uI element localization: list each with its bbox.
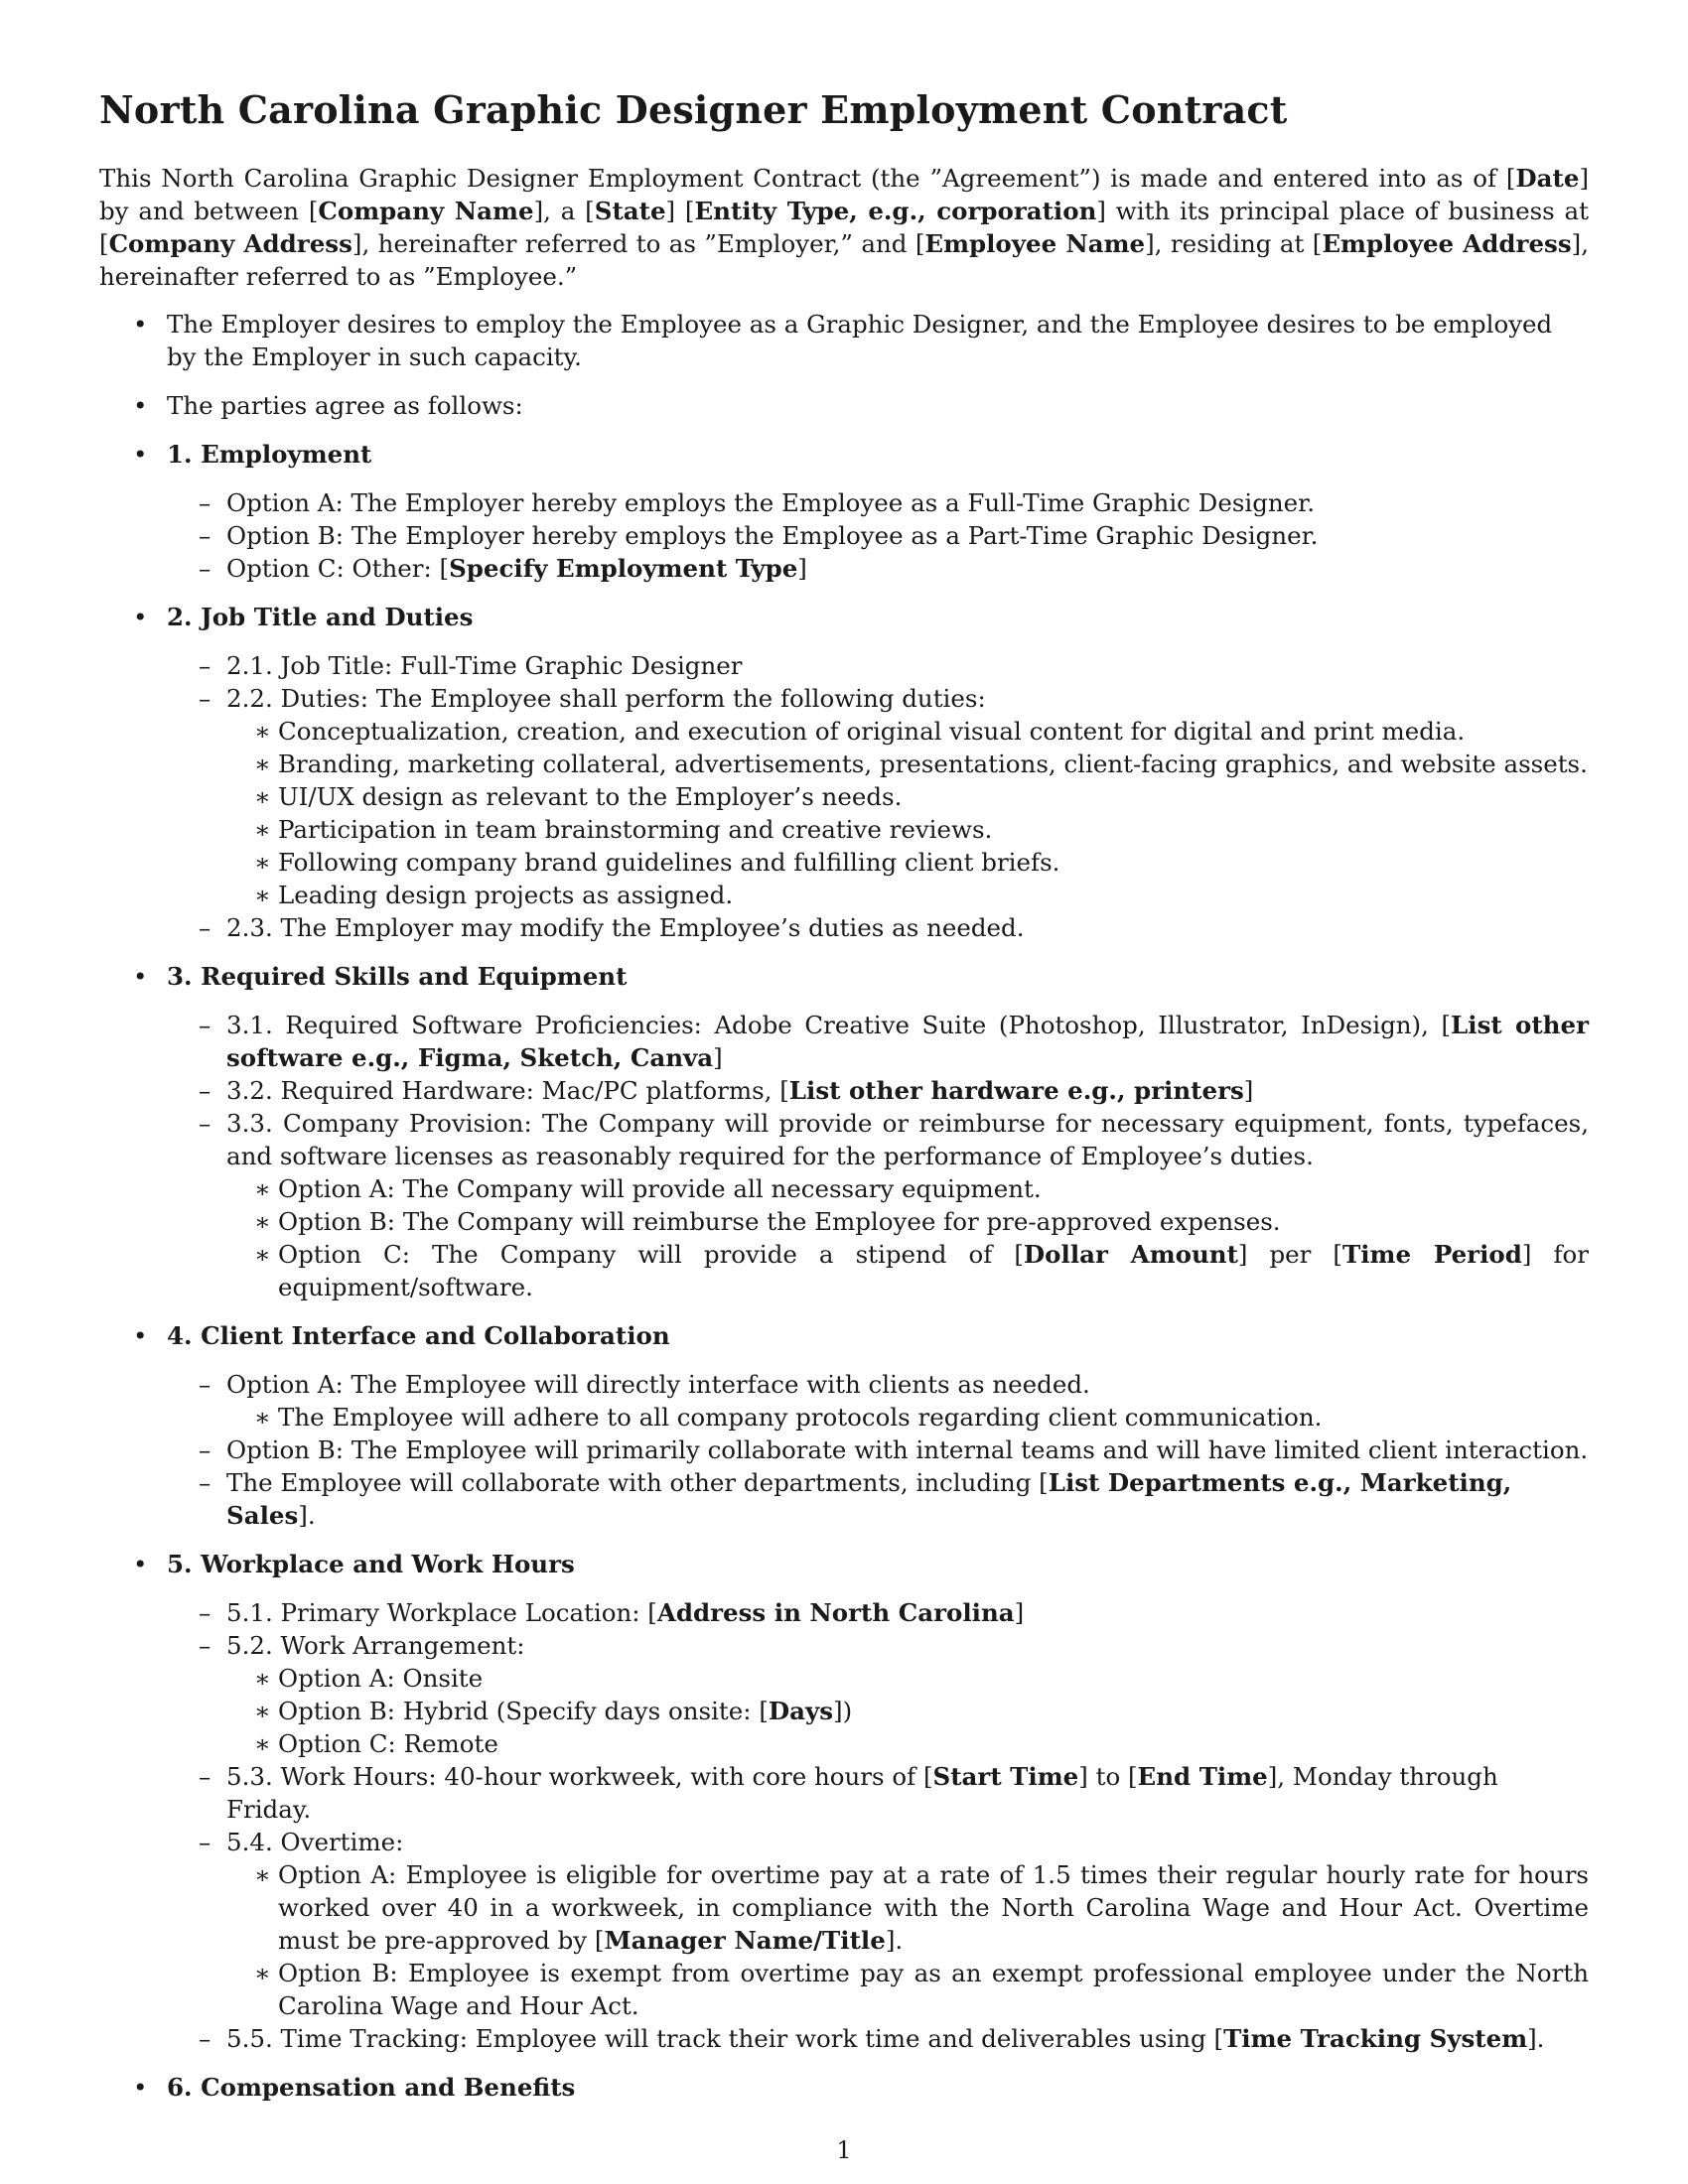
section-compensation [99, 2071, 1589, 2104]
arrangement-options [226, 1662, 1589, 1760]
protocol-item: ∗ The Employee will adhere to all company protocols regarding client communication. [226, 1401, 1589, 1433]
duty-item: ∗ UI/UX design as relevant to the Employer’s needs. [226, 780, 1589, 813]
clause-text: ] [1243, 1076, 1254, 1105]
skills-clauses [167, 1009, 1589, 1303]
company-name-placeholder: Company Name [318, 197, 534, 225]
clause-text: 3.1. Required Software Proficiencies: Adobe Creative Suite (Photoshop, Illustrator, InDesign), [ [226, 1011, 1452, 1039]
end-time-placeholder: End Time [1137, 1762, 1268, 1791]
clause-text: ]. [1527, 2024, 1545, 2053]
intro-paragraph [99, 162, 1589, 293]
section-title: 1. Employment [167, 440, 372, 469]
duty-item: ∗ Leading design projects as assigned. [226, 879, 1589, 911]
provision-option-c [226, 1238, 1589, 1303]
job-title-clause: – 2.1. Job Title: Full-Time Graphic Designer [167, 649, 1589, 682]
provision-options [226, 1172, 1589, 1303]
clause-text: ]. [298, 1501, 316, 1530]
time-tracking-placeholder: Time Tracking System [1223, 2024, 1528, 2053]
duties-list [226, 715, 1589, 911]
intro-text: This North Carolina Graphic Designer Employment Contract (the ”Agreement”) is made and entered into as of [ [99, 164, 1516, 193]
clause-text: 5.2. Work Arrangement: [226, 1631, 525, 1660]
clause-text: ], Monday through Friday. [226, 1762, 1498, 1824]
section-skills-equipment [99, 960, 1589, 1303]
option-text: Option B: Hybrid (Specify days onsite: [ [278, 1697, 769, 1725]
intro-text: ], hereinafter referred to as ”Employer,” and [ [352, 229, 925, 258]
software-placeholder: List other software e.g., Figma, Sketch, Canva [226, 1011, 1589, 1072]
clause-text: ] [1014, 1598, 1025, 1627]
duty-item: ∗ Branding, marketing collateral, advertisements, presentations, client-facing graphics, and website assets. [226, 748, 1589, 780]
option-text: ]. [885, 1926, 904, 1955]
manager-placeholder: Manager Name/Title [604, 1926, 886, 1955]
client-option-a-sub [226, 1401, 1589, 1433]
workplace-clauses [167, 1596, 1589, 2055]
provision-clause [167, 1107, 1589, 1303]
section-list [99, 308, 1589, 2104]
provision-option-b: ∗ Option B: The Company will reimburse the Employee for pre-approved expenses. [226, 1205, 1589, 1238]
duty-item: ∗ Conceptualization, creation, and execution of original visual content for digital and print media. [226, 715, 1589, 748]
departments-clause [167, 1466, 1589, 1532]
section-employment [99, 438, 1589, 585]
page-number: 1 [836, 2136, 852, 2164]
section-title: 4. Client Interface and Collaboration [167, 1321, 670, 1350]
option-text: ] for equipment/software. [278, 1240, 1589, 1301]
section-workplace-hours [99, 1548, 1589, 2055]
entity-type-placeholder: Entity Type, e.g., corporation [694, 197, 1097, 225]
employee-address-placeholder: Employee Address [1322, 229, 1572, 258]
option-text: Option C: The Company will provide a stipend of [ [278, 1240, 1024, 1269]
duties-clause [167, 682, 1589, 911]
arrangement-onsite: ∗ Option A: Onsite [226, 1662, 1589, 1695]
intro-text: ] with its principal place of business at [ [99, 197, 1589, 258]
provision-text: 3.3. Company Provision: The Company will provide or reimburse for necessary equipment, fonts, typefaces, and software licenses as reasonably required for the performance of Employee’s duties. [226, 1109, 1589, 1170]
location-clause [167, 1596, 1589, 1629]
overtime-option-a [226, 1858, 1589, 1957]
overtime-clause [167, 1826, 1589, 2022]
duty-item: ∗ Following company brand guidelines and fulfilling client briefs. [226, 846, 1589, 879]
recital-item: • The parties agree as follows: [99, 389, 1589, 422]
time-tracking-clause [167, 2022, 1589, 2055]
job-clauses [167, 649, 1589, 944]
employment-type-placeholder: Specify Employment Type [449, 554, 798, 583]
option-text: ]) [833, 1697, 853, 1725]
client-option-b: – Option B: The Employee will primarily collaborate with internal teams and will have limited client interaction. [167, 1433, 1589, 1466]
days-placeholder: Days [768, 1697, 834, 1725]
address-placeholder: Address in North Carolina [656, 1598, 1015, 1627]
section-title: 5. Workplace and Work Hours [167, 1550, 575, 1578]
employment-option-b: – Option B: The Employer hereby employs the Employee as a Part-Time Graphic Designer. [167, 519, 1589, 552]
clause-text: 5.4. Overtime: [226, 1828, 404, 1856]
recital-item: • The Employer desires to employ the Employee as a Graphic Designer, and the Employee desires to be employed by the Employer in such capacity. [99, 308, 1589, 373]
overtime-option-b: ∗ Option B: Employee is exempt from overtime pay as an exempt professional employee under the North Carolina Wage and Hour Act. [226, 1957, 1589, 2022]
contract-body [99, 308, 1589, 2119]
hours-clause [167, 1760, 1589, 1826]
section-title: 2. Job Title and Duties [167, 603, 474, 631]
option-text: Option A: Employee is eligible for overtime pay at a rate of 1.5 times their regular hourly rate for hours worked over 40 in a workweek, in compliance with the North Carolina Wage and Hour Act. Overtime must be pre-approved by [ [278, 1860, 1589, 1955]
section-title: 3. Required Skills and Equipment [167, 962, 628, 991]
date-placeholder: Date [1515, 164, 1580, 193]
clause-text: 5.1. Primary Workplace Location: [ [226, 1598, 657, 1627]
clause-text: ] to [ [1078, 1762, 1138, 1791]
clause-text: The Employee will collaborate with other departments, including [ [226, 1468, 1049, 1497]
intro-text: ], a [ [533, 197, 595, 225]
section-job-title-duties [99, 601, 1589, 944]
arrangement-clause [167, 1629, 1589, 1760]
company-address-placeholder: Company Address [108, 229, 352, 258]
client-option-a [167, 1368, 1589, 1433]
arrangement-remote: ∗ Option C: Remote [226, 1727, 1589, 1760]
arrangement-hybrid [226, 1695, 1589, 1727]
employment-option-a: – Option A: The Employer hereby employs the Employee as a Full-Time Graphic Designer. [167, 486, 1589, 519]
option-text: ] [797, 554, 807, 583]
option-text: Option C: Other: [ [226, 554, 450, 583]
clause-text: ] [713, 1043, 723, 1072]
start-time-placeholder: Start Time [932, 1762, 1079, 1791]
hardware-placeholder: List other hardware e.g., printers [788, 1076, 1244, 1105]
software-clause [167, 1009, 1589, 1074]
duty-item: ∗ Participation in team brainstorming and creative reviews. [226, 813, 1589, 846]
client-clauses [167, 1368, 1589, 1532]
section-title: 6. Compensation and Benefits [167, 2073, 576, 2102]
intro-text: ] [ [665, 197, 695, 225]
clause-text: 5.3. Work Hours: 40-hour workweek, with core hours of [ [226, 1762, 933, 1791]
intro-text: ] by and between [ [99, 164, 1589, 225]
provision-option-a: ∗ Option A: The Company will provide all necessary equipment. [226, 1172, 1589, 1205]
dollar-amount-placeholder: Dollar Amount [1023, 1240, 1238, 1269]
employee-name-placeholder: Employee Name [924, 229, 1146, 258]
option-text: Option A: The Employee will directly interface with clients as needed. [226, 1370, 1090, 1399]
departments-placeholder: List Departments e.g., Marketing, Sales [226, 1468, 1512, 1530]
section-client-interface [99, 1319, 1589, 1532]
employment-options [167, 486, 1589, 585]
time-period-placeholder: Time Period [1342, 1240, 1522, 1269]
overtime-options [226, 1858, 1589, 2022]
clause-text: 3.2. Required Hardware: Mac/PC platforms, [ [226, 1076, 789, 1105]
duties-intro: 2.2. Duties: The Employee shall perform the following duties: [226, 684, 986, 713]
intro-text: ], hereinafter referred to as ”Employee.” [99, 229, 1590, 291]
hardware-clause [167, 1074, 1589, 1107]
clause-text: 5.5. Time Tracking: Employee will track their work time and deliverables using [ [226, 2024, 1224, 2053]
document-title: North Carolina Graphic Designer Employment Contract [99, 87, 1288, 132]
employment-option-c [167, 552, 1589, 585]
state-placeholder: State [594, 197, 666, 225]
modify-duties-clause: – 2.3. The Employer may modify the Employee’s duties as needed. [167, 911, 1589, 944]
option-text: ] per [ [1237, 1240, 1342, 1269]
intro-text: ], residing at [ [1145, 229, 1323, 258]
